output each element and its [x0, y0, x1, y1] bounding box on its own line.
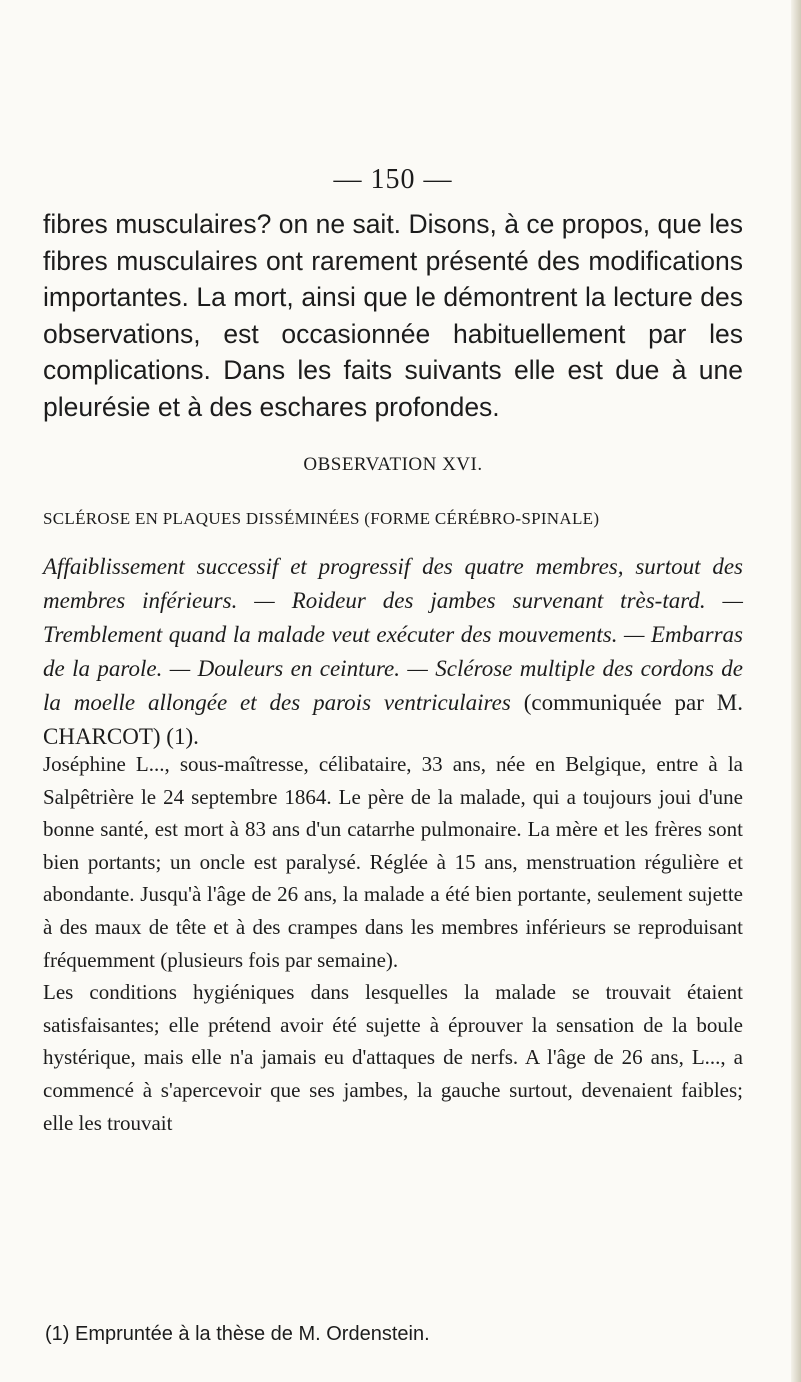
observation-summary	[43, 550, 743, 754]
observation-subtitle: SCLÉROSE EN PLAQUES DISSÉMINÉES (FORME CÉRÉBRO-SPINALE)	[43, 509, 600, 528]
intro-paragraph: fibres musculaires? on ne sait. Disons, à ce propos, que les fibres musculaires ont rarement présenté des modifications importantes. La mort, ainsi que le démontrent la lecture des observations, est occasionnée habituellement par les complications. Dans les faits suivants elle est due à une pleurésie et à des eschares profondes.	[43, 209, 743, 422]
page-edge-shadow	[791, 0, 801, 1382]
case-paragraph-1: Joséphine L..., sous-maîtresse, célibataire, 33 ans, née en Belgique, entre à la Salpêtrière le 24 septembre 1864. Le père de la malade, qui a toujours joui d'une bonne santé, est mort à 83 ans d'un catarrhe pulmonaire. La mère et les frères sont bien portants; un oncle est paralysé. Réglée à 15 ans, menstruation régulière et abondante. Jusqu'à l'âge de 26 ans, la malade a été bien portante, seulement sujette à des maux de tête et à des crampes dans les membres inférieurs se reproduisant fréquemment (plusieurs fois par semaine).	[43, 752, 743, 972]
footnote: (1) Empruntée à la thèse de M. Ordenstein.	[45, 1323, 430, 1345]
summary-italic: Affaiblissement successif et progressif des quatre membres, surtout des membres inférieurs. — Roideur des jambes survenant très-tard. — Tremblement quand la malade veut exécuter des mouvements. — Embarras de la parole. — Douleurs en ceinture. — Sclérose multiple des cordons de la moelle allongée et des parois ventriculaires	[43, 554, 743, 715]
summary-attribution: (communiquée par M. CHARCOT) (1).	[43, 690, 743, 749]
case-body	[43, 748, 743, 1139]
observation-title: OBSERVATION XVI.	[303, 454, 483, 475]
page-number: — 150 —	[333, 164, 453, 195]
case-paragraph-2: Les conditions hygiéniques dans lesquelles la malade se trouvait étaient satisfaisantes; elle prétend avoir été sujette à éprouver la sensation de la boule hystérique, mais elle n'a jamais eu d'attaques de nerfs. A l'âge de 26 ans, L..., a commencé à s'apercevoir que ses jambes, la gauche surtout, devenaient faibles; elle les trouvait	[43, 980, 743, 1135]
